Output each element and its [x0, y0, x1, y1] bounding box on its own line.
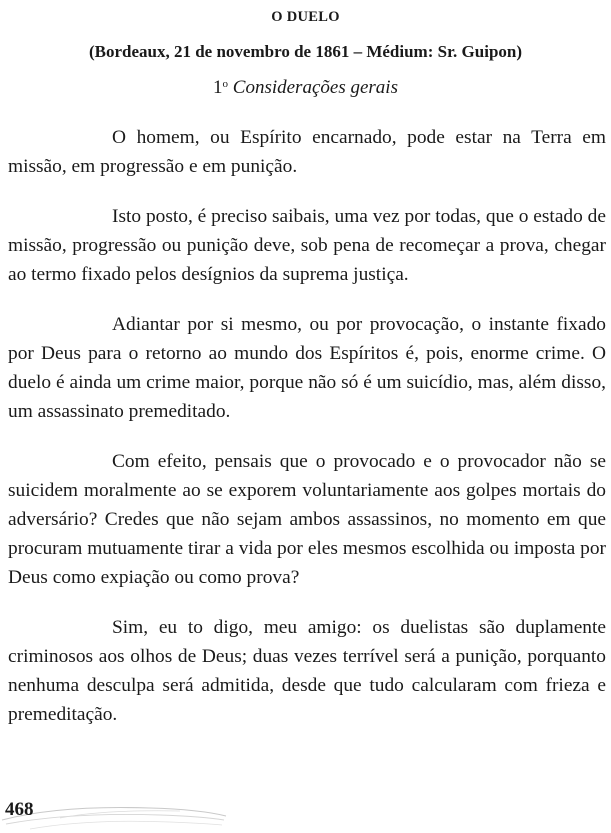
section-heading	[0, 71, 611, 101]
section-ordinal: o	[222, 78, 229, 90]
paragraph-5: Sim, eu to digo, meu amigo: os duelistas são duplamente criminosos aos olhos de Deus; duas vezes terrível será a punição, porquanto nenhuma desculpa será admitida, desde que tudo calcularam com frieza e premeditação.	[8, 617, 606, 725]
section-title: Considerações gerais	[232, 77, 398, 98]
section-number: 1	[213, 77, 223, 98]
page-number: 468	[5, 799, 34, 820]
paragraph-4: Com efeito, pensais que o provocado e o provocador não se suicidem moralmente ao se exporem voluntariamente aos golpes mortais do adversário? Credes que não sejam ambos assassinos, no momento em que procuram mutuamente tirar a vida por eles mesmos escolhida ou imposta por Deus como expiação ou como prova?	[8, 451, 606, 588]
body-text	[8, 123, 606, 750]
chapter-subtitle: (Bordeaux, 21 de novembro de 1861 – Médium: Sr. Guipon)	[88, 42, 523, 61]
chapter-title: O DUELO	[271, 9, 340, 25]
paragraph-3: Adiantar por si mesmo, ou por provocação, o instante fixado por Deus para o retorno ao mundo dos Espíritos é, pois, enorme crime. O duelo é ainda um crime maior, porque não só é um suicídio, mas, além disso, um assassinato premeditado.	[8, 314, 606, 422]
paragraph-2: Isto posto, é preciso saibais, uma vez por todas, que o estado de missão, progressão ou punição deve, sob pena de recomeçar a prova, chegar ao termo fixado pelos desígnios da suprema justiça.	[8, 206, 606, 285]
paragraph-1: O homem, ou Espírito encarnado, pode estar na Terra em missão, em progressão e em punição.	[8, 127, 606, 177]
page-curl-ornament	[0, 796, 230, 832]
